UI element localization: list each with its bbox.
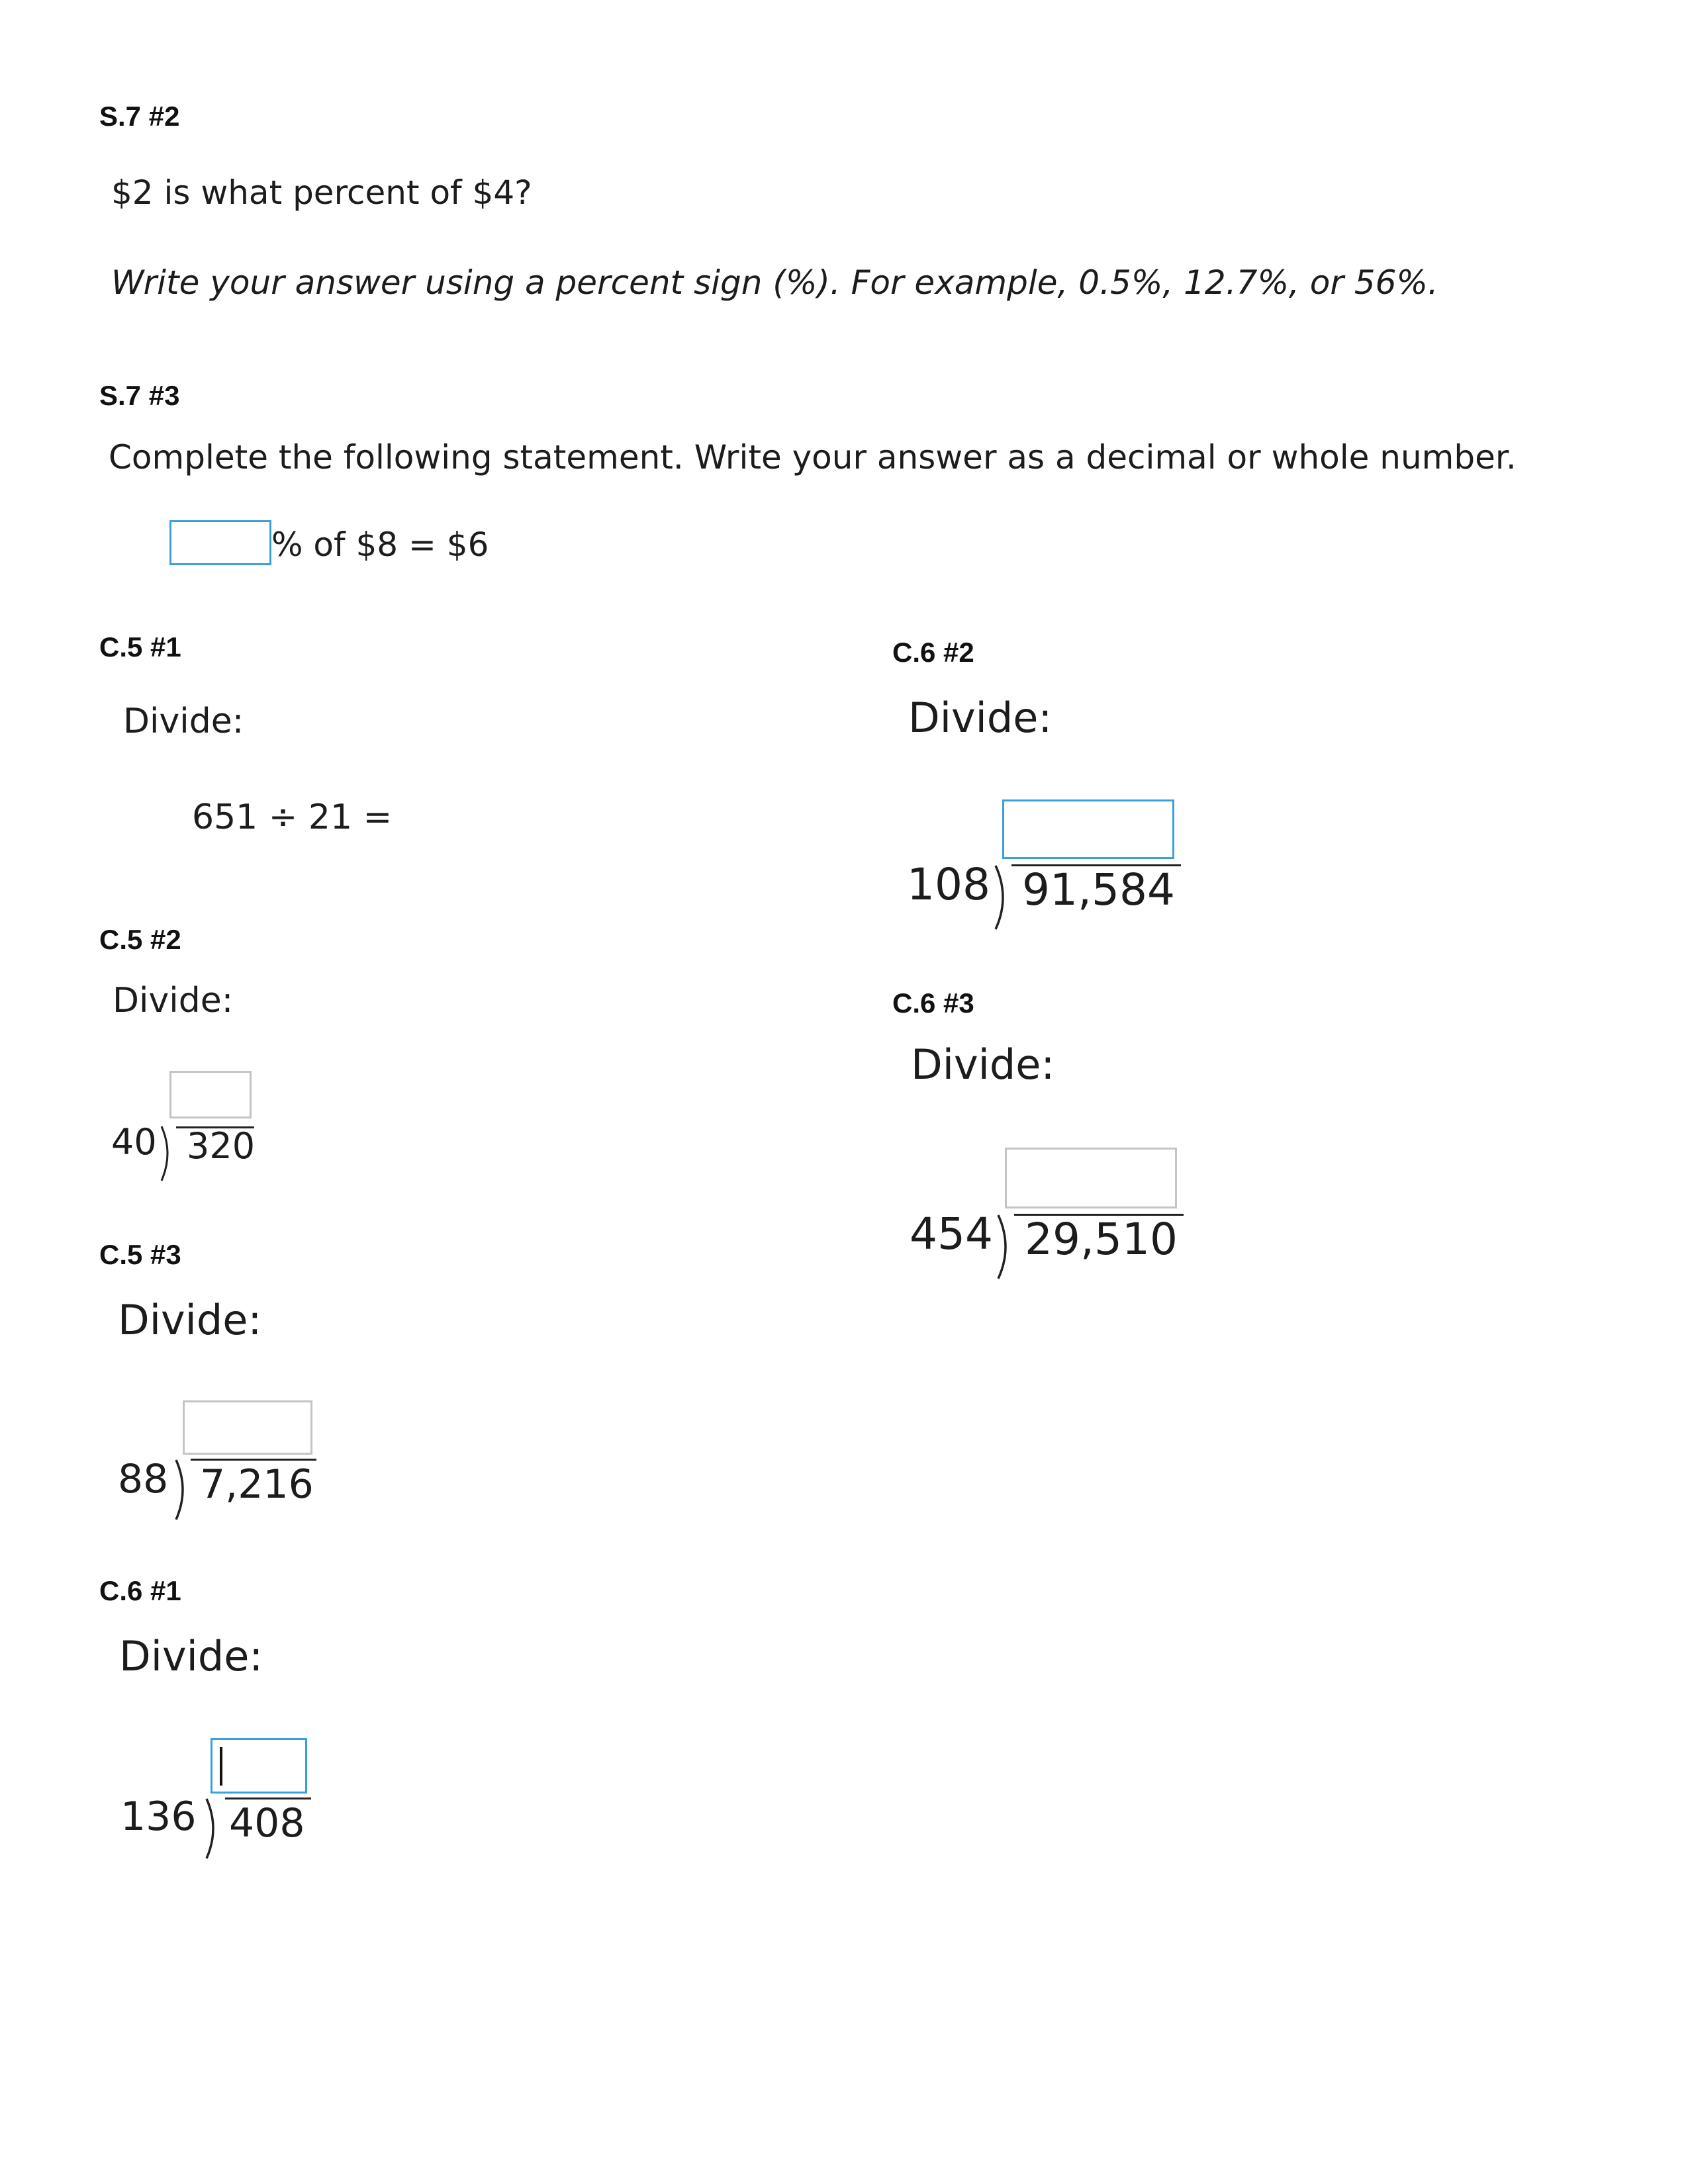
dividend-c6-1: 408 (229, 1800, 305, 1846)
division-bracket-c5-3 (173, 1459, 192, 1521)
quotient-input-c6-2[interactable] (1002, 799, 1174, 859)
problem-label-s7-2: S.7 #2 (99, 101, 180, 132)
divide-prompt-c5-2: Divide: (113, 981, 234, 1021)
question-text-s7-3: Complete the following statement. Write your answer as a decimal or whole number. (109, 438, 1517, 477)
question-text-s7-2: $2 is what percent of $4? (111, 173, 532, 212)
quotient-input-c5-3[interactable] (183, 1400, 312, 1455)
division-bracket-c6-2 (993, 864, 1013, 931)
divisor-c6-2: 108 (907, 859, 990, 910)
divide-prompt-c6-1: Divide: (119, 1632, 263, 1680)
quotient-input-c5-2[interactable] (169, 1071, 252, 1118)
problem-label-c6-2: C.6 #2 (892, 637, 974, 668)
problem-label-c5-1: C.5 #1 (99, 631, 181, 662)
divisor-c5-2: 40 (111, 1121, 157, 1163)
divide-prompt-c6-3: Divide: (911, 1040, 1055, 1089)
dividend-c6-2: 91,584 (1022, 864, 1175, 915)
division-bracket-c6-1 (204, 1797, 222, 1860)
statement-suffix: % of $8 = $6 (271, 525, 489, 564)
divisor-c6-3: 454 (910, 1208, 993, 1259)
divide-prompt-c5-1: Divide: (123, 702, 244, 741)
divisor-c5-3: 88 (118, 1456, 169, 1502)
dividend-c6-3: 29,510 (1025, 1214, 1178, 1265)
division-bracket-c6-3 (996, 1214, 1015, 1280)
dividend-c5-2: 320 (187, 1125, 256, 1167)
problem-label-c5-3: C.5 #3 (99, 1239, 181, 1270)
problem-label-c5-2: C.5 #2 (99, 924, 181, 955)
problem-label-s7-3: S.7 #3 (99, 380, 180, 411)
division-bar-c6-1 (225, 1797, 311, 1799)
division-bracket-c5-2 (159, 1125, 176, 1182)
division-expression-c5-1: 651 ÷ 21 = (192, 797, 393, 837)
divide-prompt-c6-2: Divide: (908, 694, 1053, 742)
division-bar-c5-3 (191, 1459, 316, 1461)
problem-label-c6-1: C.6 #1 (99, 1575, 181, 1606)
quotient-input-c6-1[interactable] (211, 1738, 307, 1794)
text-cursor (220, 1747, 222, 1786)
percent-answer-input[interactable] (169, 520, 271, 565)
divide-prompt-c5-3: Divide: (118, 1296, 262, 1344)
quotient-input-c6-3[interactable] (1005, 1148, 1177, 1208)
divisor-c6-1: 136 (120, 1794, 197, 1840)
dividend-c5-3: 7,216 (200, 1461, 314, 1508)
instruction-text-s7-2: Write your answer using a percent sign (%). For example, 0.5%, 12.7%, or 56%. (111, 263, 1438, 302)
problem-label-c6-3: C.6 #3 (892, 987, 974, 1019)
